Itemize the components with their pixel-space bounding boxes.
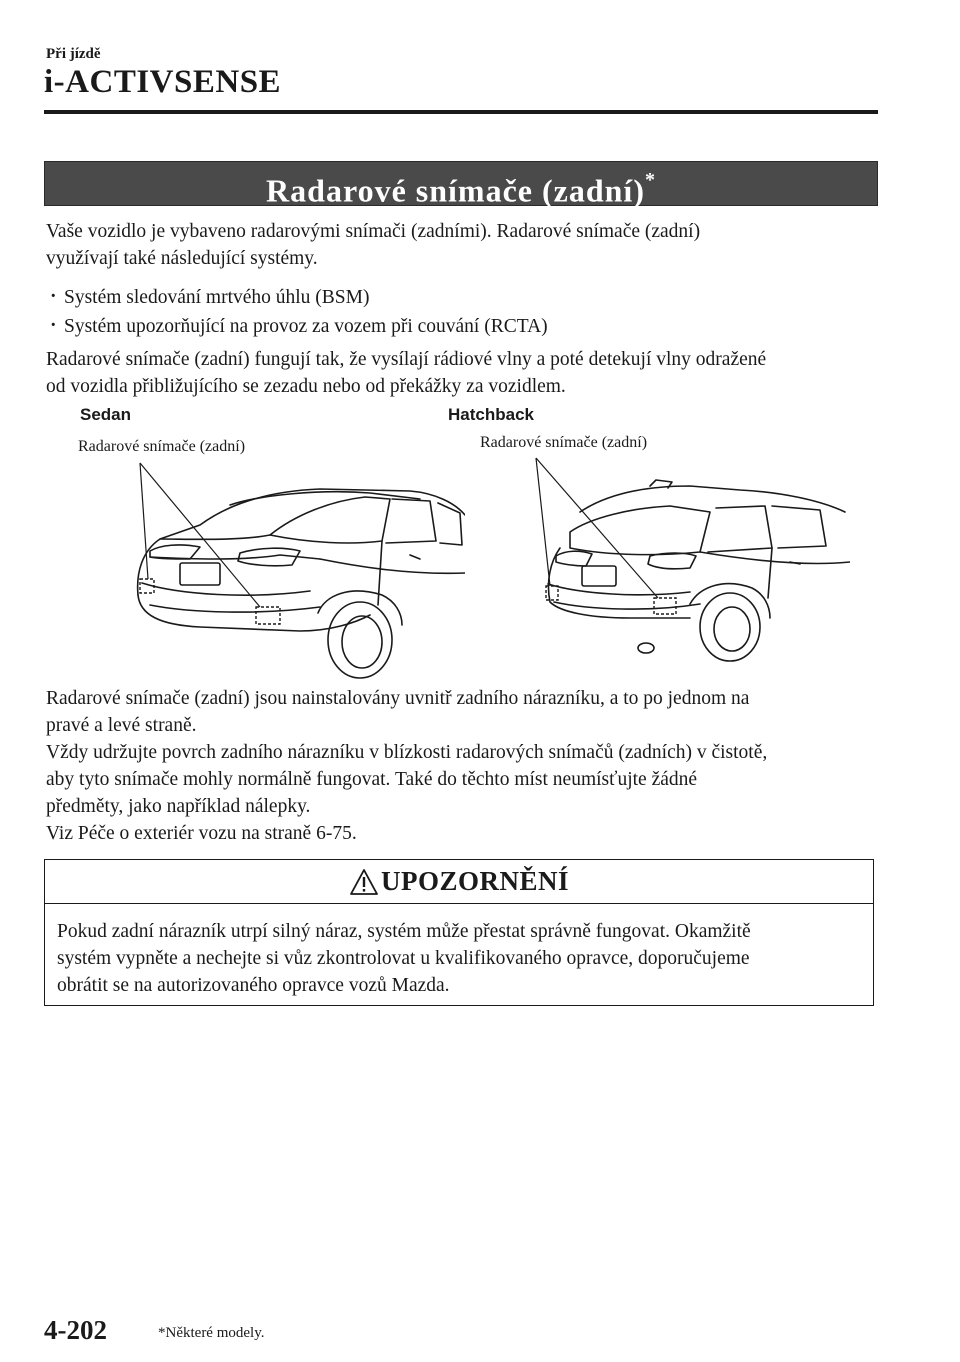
intro-paragraph: [46, 218, 876, 272]
installation-line: aby tyto snímače mohly normálně fungovat. Také do těchto míst neumísťujte žádné: [46, 769, 698, 790]
page-number: 4-202: [44, 1315, 107, 1345]
hatchback-rear-illustration: [520, 452, 850, 662]
hatchback-sensor-callout: Radarové snímače (zadní): [480, 434, 648, 451]
caution-line: systém vypněte a nechejte si vůz zkontrolovat u kvalifikovaného opravce, doporučujeme: [57, 948, 750, 969]
operation-paragraph: [46, 346, 876, 400]
caution-line: obrátit se na autorizovaného opravce vozů Mazda.: [57, 975, 450, 996]
header-rule: [44, 110, 878, 114]
installation-paragraph: [46, 685, 876, 847]
installation-line: předměty, jako například nálepky.: [46, 796, 311, 817]
section-title: i-ACTIVSENSE: [44, 64, 282, 100]
caution-title: UPOZORNĚNÍ: [380, 866, 569, 896]
sedan-rear-illustration: [120, 455, 465, 680]
optional-equipment-asterisk: *: [644, 169, 656, 191]
topic-title: Radarové snímače (zadní): [266, 172, 645, 209]
sedan-sensor-callout: Radarové snímače (zadní): [78, 438, 246, 455]
installation-line: pravé a levé straně.: [46, 715, 197, 736]
list-item: · Systém upozorňující na provoz za vozem při couvání (RCTA): [46, 312, 876, 341]
intro-line: Vaše vozidlo je vybaveno radarovými snímači (zadními). Radarové snímače (zadní): [46, 221, 701, 242]
footnote: *Některé modely.: [158, 1325, 265, 1341]
warning-triangle-icon: [349, 868, 379, 896]
installation-line: Radarové snímače (zadní) jsou nainstalovány uvnitř zadního nárazníku, a to po jednom na: [46, 688, 750, 709]
page-reference: Viz Péče o exteriér vozu na straně 6-75.: [46, 823, 357, 844]
operation-line: Radarové snímače (zadní) fungují tak, že vysílají rádiové vlny a poté detekují vlny odražené: [46, 349, 767, 370]
systems-list: [46, 283, 876, 341]
chapter-title: Při jízdě: [46, 46, 101, 62]
installation-line: Vždy udržujte povrch zadního nárazníku v blízkosti radarových snímačů (zadních) v čistotě,: [46, 742, 768, 763]
caution-header: [45, 860, 873, 904]
operation-line: od vozidla přibližujícího se zezadu nebo od překážky za vozidlem.: [46, 376, 566, 397]
caution-box: [44, 859, 874, 1006]
caution-line: Pokud zadní nárazník utrpí silný náraz, systém může přestat správně fungovat. Okamžitě: [57, 921, 751, 942]
intro-line: využívají také následující systémy.: [46, 248, 318, 269]
topic-banner: [44, 161, 878, 209]
caution-text: [45, 904, 873, 999]
list-item: · Systém sledování mrtvého úhlu (BSM): [46, 283, 876, 312]
sedan-label: Sedan: [80, 405, 132, 424]
hatchback-label: Hatchback: [448, 405, 534, 424]
